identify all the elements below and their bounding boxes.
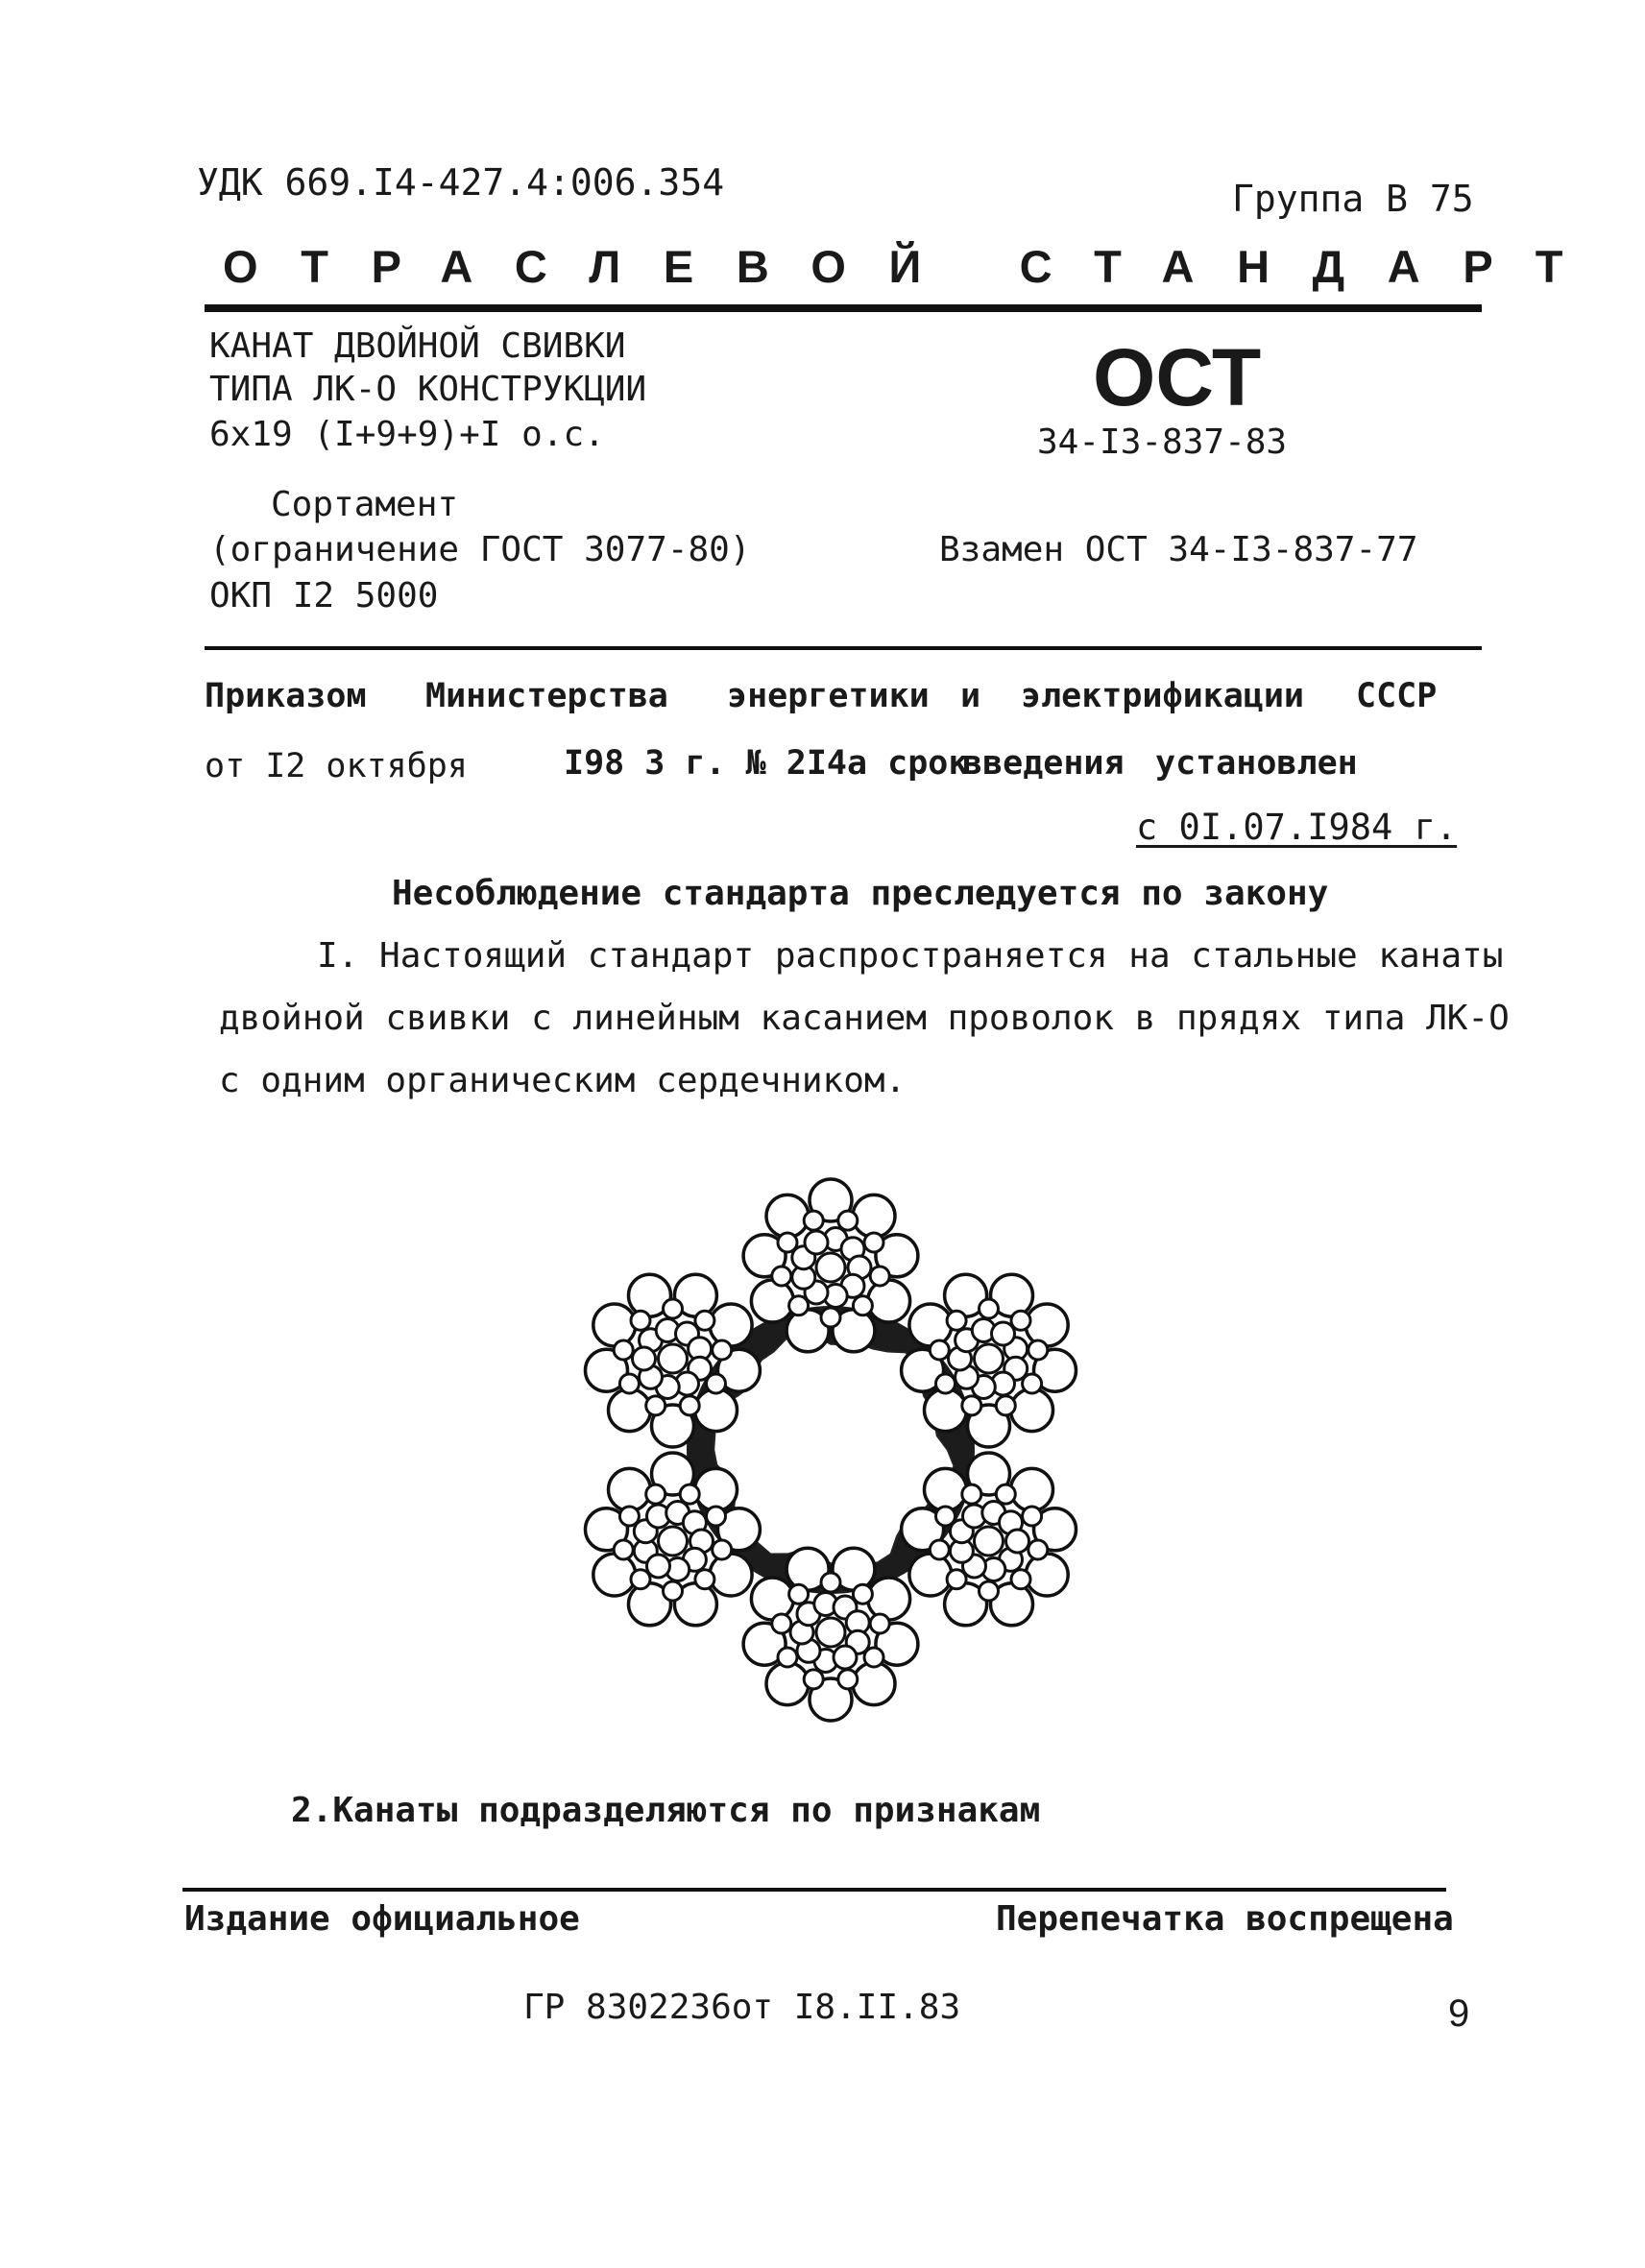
wire-inner (992, 1322, 1015, 1345)
wire-outer-large (1011, 1468, 1053, 1510)
wire-outer-large (925, 1468, 967, 1510)
rope-title-line-2: ТИПА ЛК-О КОНСТРУКЦИИ (209, 370, 647, 409)
wire-outer-large (925, 1389, 967, 1432)
wire-inner (834, 1646, 857, 1669)
wire-center (816, 1618, 845, 1647)
wire-inner (647, 1555, 670, 1578)
wire-filler (980, 1581, 999, 1601)
rope-construction: 6х19 (I+9+9)+I о.с. (209, 415, 605, 454)
group-label: Группа В 75 (1232, 178, 1474, 220)
official-edition: Издание официальное (184, 1899, 580, 1939)
wire-filler (930, 1340, 949, 1360)
wire-filler (1011, 1570, 1030, 1589)
wire-filler (838, 1211, 858, 1230)
wire-inner (633, 1347, 656, 1370)
registration-number: ГР 8302236от I8.II.83 (523, 1988, 961, 2027)
wire-center (659, 1527, 688, 1556)
sortament-label: Сортамент (271, 485, 459, 524)
wire-outer-large (766, 1194, 809, 1237)
wire-outer-large (1011, 1389, 1053, 1432)
wire-filler (821, 1573, 840, 1592)
title-block-rule (205, 646, 1482, 650)
wire-filler (936, 1374, 956, 1393)
wire-outer-large (609, 1389, 651, 1432)
wire-filler (930, 1540, 949, 1559)
wire-filler (772, 1267, 791, 1286)
wire-filler (707, 1507, 726, 1526)
wire-filler (1023, 1507, 1042, 1526)
strand (586, 1274, 761, 1447)
wire-filler (1028, 1540, 1048, 1559)
scope-line-1: I. Настоящий стандарт распространяется на стальные канаты (317, 936, 1504, 976)
wire-filler (646, 1484, 665, 1504)
udk-code: УДК 669.I4-427.4:006.354 (197, 161, 725, 204)
wire-filler (713, 1340, 732, 1360)
scope-line-2: двойной свивки с линейным касанием проволок в прядях типа ЛК-О (219, 999, 1510, 1038)
wire-filler (778, 1648, 797, 1667)
wire-filler (947, 1311, 966, 1330)
order-date: от I2 октября (205, 747, 468, 785)
order-word-2: Министерства (425, 677, 668, 715)
order-word-3: энергетики (727, 677, 930, 715)
page-number: 9 (1448, 1992, 1470, 2035)
wire-inner (805, 1231, 828, 1254)
order-word-4: и (960, 677, 981, 715)
wire-filler (664, 1299, 683, 1318)
strand (902, 1274, 1077, 1447)
strand (586, 1453, 761, 1626)
okp-code: ОКП I2 5000 (209, 576, 439, 615)
wire-outer-large (868, 1578, 910, 1620)
ost-number: 34-I3-837-83 (1037, 422, 1288, 462)
wire-outer-large (909, 1554, 952, 1596)
standard-type-heading: ОТРАСЛЕВОЙ СТАНДАРТ (223, 241, 1607, 292)
wire-filler (962, 1484, 981, 1504)
wire-filler (713, 1540, 732, 1559)
wire-outer-large (853, 1663, 895, 1705)
wire-filler (1028, 1340, 1048, 1360)
wire-outer-large (909, 1304, 952, 1346)
effective-date: с 0I.07.I984 г. (1136, 807, 1458, 848)
wire-outer-large (751, 1578, 793, 1620)
wire-filler (772, 1614, 791, 1633)
wire-outer-large (868, 1280, 910, 1322)
wire-inner (1006, 1530, 1029, 1553)
gost-restriction: (ограничение ГОСТ 3077-80) (209, 530, 751, 569)
order-established: установлен (1155, 744, 1358, 783)
wire-outer-large (695, 1468, 738, 1510)
order-word-6: СССР (1356, 677, 1438, 715)
rope-cross-section-figure (538, 1133, 1114, 1757)
wire-filler (646, 1396, 665, 1415)
order-introduction: введения (962, 744, 1125, 783)
wire-outer-large (609, 1468, 651, 1510)
wire-filler (980, 1299, 999, 1318)
wire-filler (821, 1308, 840, 1327)
wire-filler (870, 1267, 889, 1286)
order-number: I98 3 г. № 2I4а срок (564, 744, 969, 783)
wire-filler (680, 1484, 699, 1504)
reprint-prohibited: Перепечатка воспрещена (996, 1899, 1454, 1939)
wire-center (659, 1344, 688, 1373)
wire-outer-large (1026, 1554, 1068, 1596)
wire-outer-large (751, 1280, 793, 1322)
rope-title-line-1: КАНАТ ДВОЙНОЙ СВИВКИ (209, 326, 626, 366)
wire-outer-large (593, 1554, 636, 1596)
wire-filler (838, 1670, 858, 1689)
order-word-1: Приказом (205, 677, 367, 715)
wire-filler (996, 1396, 1015, 1415)
wire-filler (614, 1340, 633, 1360)
wire-center (816, 1253, 845, 1282)
wire-filler (864, 1233, 883, 1252)
wire-center (975, 1527, 1004, 1556)
wire-outer-large (710, 1304, 752, 1346)
section-2-text: 2.Канаты подразделяются по признакам (291, 1791, 1041, 1830)
footer-rule (182, 1888, 1446, 1892)
wire-outer-large (695, 1389, 738, 1432)
strand (902, 1453, 1077, 1626)
wire-filler (619, 1374, 639, 1393)
wire-filler (614, 1540, 633, 1559)
wire-center (975, 1344, 1004, 1373)
wire-outer-large (710, 1554, 752, 1596)
wire-filler (680, 1396, 699, 1415)
replaces-ost: Взамен ОСТ 34-I3-837-77 (939, 530, 1418, 569)
wire-filler (804, 1211, 823, 1230)
header-rule (205, 304, 1482, 312)
wire-outer-large (1026, 1304, 1068, 1346)
wire-filler (870, 1614, 889, 1633)
wire-outer-large (853, 1194, 895, 1237)
order-word-5: электрификации (1021, 677, 1305, 715)
wire-filler (804, 1670, 823, 1689)
wire-outer-large (593, 1304, 636, 1346)
scope-line-3: с одним органическим сердечником. (219, 1061, 907, 1100)
wire-filler (853, 1296, 872, 1315)
wire-filler (664, 1581, 683, 1601)
wire-filler (695, 1570, 714, 1589)
wire-filler (962, 1396, 981, 1415)
wire-filler (996, 1484, 1015, 1504)
wire-filler (789, 1584, 809, 1604)
wire-filler (631, 1311, 650, 1330)
ost-label: ОСТ (1093, 332, 1262, 422)
law-warning: Несоблюдение стандарта преследуется по закону (392, 874, 1329, 913)
wire-outer-large (766, 1663, 809, 1705)
